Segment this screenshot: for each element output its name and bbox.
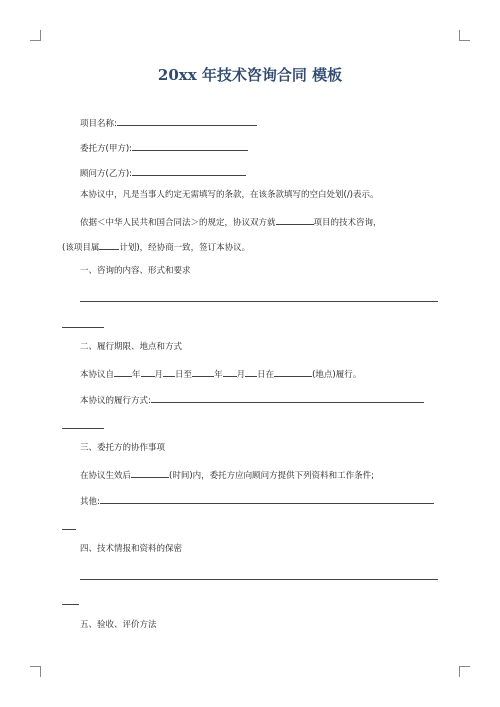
consultant-field bbox=[80, 166, 246, 180]
section-4-fill-line[interactable] bbox=[80, 579, 438, 580]
section-1-fill-line[interactable] bbox=[80, 301, 438, 302]
project-name-label: 项目名称: bbox=[80, 119, 117, 129]
start-year-blank[interactable] bbox=[114, 367, 132, 377]
end-year-blank[interactable] bbox=[192, 367, 214, 377]
term-dates-line bbox=[80, 367, 361, 381]
project-name-field bbox=[80, 116, 257, 130]
section-2-heading: 二、履行期限、地点和方式 bbox=[80, 342, 183, 352]
term-text-from: 本协议自 bbox=[80, 370, 115, 380]
paragraph-basis-text-a: 依据＜中华人民共和国合同法＞的规定，协议双方就 bbox=[80, 218, 276, 228]
client-field bbox=[80, 141, 248, 155]
client-label: 委托方(甲方): bbox=[80, 144, 132, 154]
end-month-blank[interactable] bbox=[223, 367, 237, 377]
term-text-year: 年 bbox=[132, 370, 141, 380]
other-label: 其他: bbox=[80, 497, 100, 507]
performance-method-label: 本协议的履行方式: bbox=[80, 396, 151, 406]
section-4-heading: 四、技术情报和资料的保密 bbox=[80, 544, 183, 554]
project-blank[interactable] bbox=[276, 215, 314, 225]
plan-blank[interactable] bbox=[99, 240, 119, 250]
section-1-heading: 一、咨询的内容、形式和要求 bbox=[80, 266, 191, 276]
document-title: 20xx 年技术咨询合同 模板 bbox=[157, 66, 343, 84]
term-text-month: 月 bbox=[154, 370, 164, 380]
term-text-year-2: 年 bbox=[214, 370, 223, 380]
cooperation-text-b: (时间)内，委托方应向顾问方提供下列资料和工作条件; bbox=[169, 471, 375, 481]
section-5-heading: 五、验收、评价方法 bbox=[80, 620, 157, 630]
section-3-heading: 三、委托方的协作事项 bbox=[80, 443, 166, 453]
paragraph-instruction: 本协议中，凡是当事人约定无需填写的条款，在该条款填写的空白处划(/)表示。 bbox=[80, 190, 379, 200]
term-text-location: (地点)履行。 bbox=[312, 370, 362, 380]
paragraph-plan-text-b: 计划)，经协商一致，签订本协议。 bbox=[119, 243, 251, 253]
section-1-fill-line-short[interactable] bbox=[62, 327, 104, 328]
other-blank[interactable] bbox=[100, 494, 434, 504]
corner-mark-bottom-left bbox=[30, 666, 41, 677]
start-day-blank[interactable] bbox=[163, 367, 175, 377]
consultant-blank[interactable] bbox=[132, 166, 246, 176]
performance-method-blank[interactable] bbox=[151, 393, 424, 403]
paragraph-basis bbox=[80, 215, 382, 229]
corner-mark-top-right bbox=[459, 30, 470, 41]
paragraph-plan bbox=[62, 240, 250, 254]
performance-method-line bbox=[80, 393, 424, 407]
cooperation-time-line bbox=[80, 468, 374, 482]
section-3-fill-line-short[interactable] bbox=[62, 529, 76, 530]
term-text-day-to: 日至 bbox=[175, 370, 193, 380]
client-blank[interactable] bbox=[132, 141, 248, 151]
start-month-blank[interactable] bbox=[141, 367, 155, 377]
paragraph-plan-text-a: (该项目属 bbox=[62, 243, 100, 253]
location-blank[interactable] bbox=[274, 367, 312, 377]
other-line bbox=[80, 494, 434, 508]
time-blank[interactable] bbox=[131, 468, 169, 478]
section-4-fill-line-short[interactable] bbox=[62, 604, 79, 605]
corner-mark-bottom-right bbox=[459, 666, 470, 677]
project-name-blank[interactable] bbox=[117, 116, 257, 126]
corner-mark-top-left bbox=[30, 30, 41, 41]
term-text-day-at: 日在 bbox=[257, 370, 275, 380]
section-2-fill-line-short[interactable] bbox=[62, 428, 104, 429]
paragraph-basis-text-b: 项目的技术咨询， bbox=[313, 218, 382, 228]
term-text-month-2: 月 bbox=[236, 370, 246, 380]
consultant-label: 顾问方(乙方): bbox=[80, 169, 132, 179]
cooperation-text-a: 在协议生效后 bbox=[80, 471, 132, 481]
end-day-blank[interactable] bbox=[245, 367, 257, 377]
